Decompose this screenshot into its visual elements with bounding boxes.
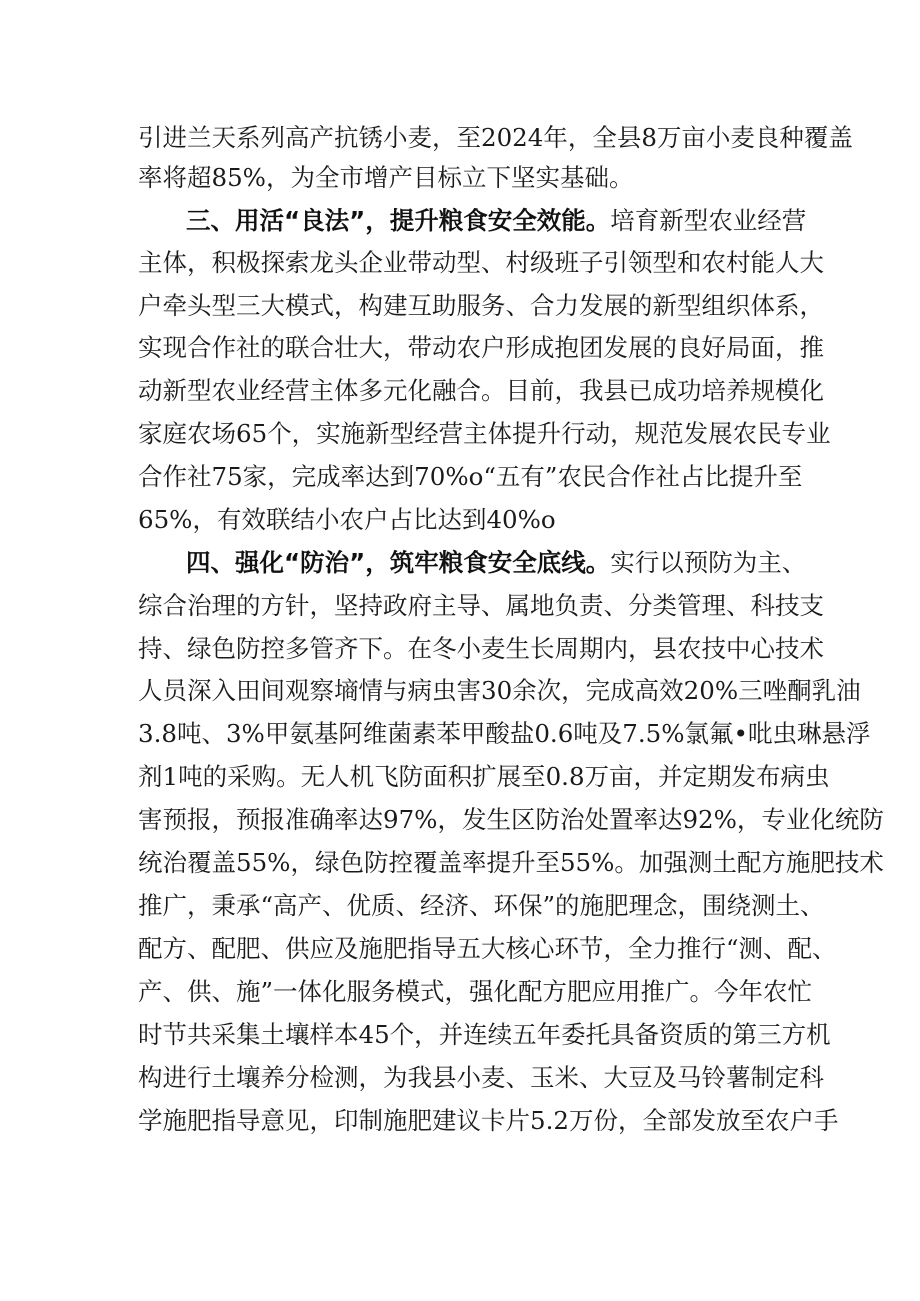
text-line [186, 543, 807, 583]
text-line: 产、供、施”一体化服务模式，强化配方肥应用推广。今年农忙 [138, 977, 813, 1006]
text-line: 推广，秉承“高产、优质、经济、环保”的施肥理念，围绕测土、 [138, 891, 825, 920]
text-span: 培育新型农业经营 [610, 206, 807, 235]
text-line: 65%，有效联结小农户占比达到40%o [138, 505, 556, 534]
text-line: 综合治理的方针，坚持政府主导、属地负责、分类管理、科技支 [138, 591, 824, 620]
section-heading: 三、用活“良法”，提升粮食安全效能。 [186, 206, 611, 235]
text-line: 引进兰天系列高产抗锈小麦，至2024年，全县8万亩小麦良种覆盖 [138, 123, 853, 152]
text-line: 害预报，预报准确率达97%，发生区防治处置率达92%，专业化统防 [138, 805, 884, 834]
text-line: 3.8吨、3%甲氨基阿维菌素苯甲酸盐0.6吨及7.5%氯氟•吡虫琳悬浮 [138, 719, 871, 748]
text-line: 构进行土壤养分检测，为我县小麦、玉米、大豆及马铃薯制定科 [138, 1063, 824, 1092]
text-line: 持、绿色防控多管齐下。在冬小麦生长周期内，县农技中心技术 [138, 634, 824, 663]
text-line: 配方、配肥、供应及施肥指导五大核心环节，全力推行“测、配、 [138, 934, 837, 963]
text-line: 学施肥指导意见，印制施肥建议卡片5.2万份，全部发放至农户手 [138, 1106, 839, 1135]
text-line: 时节共采集土壤样本45个，并连续五年委托具备资质的第三方机 [138, 1020, 831, 1049]
text-line: 动新型农业经营主体多元化融合。目前，我县已成功培养规模化 [138, 376, 824, 405]
text-line: 家庭农场65个，实施新型经营主体提升行动，规范发展农民专业 [138, 419, 831, 448]
text-line: 统治覆盖55%，绿色防控覆盖率提升至55%。加强测土配方施肥技术 [138, 848, 884, 877]
text-line [186, 201, 807, 241]
text-line: 户牵头型三大模式，构建互助服务、合力发展的新型组织体系， [138, 291, 824, 320]
text-line: 实现合作社的联合壮大，带动农户形成抱团发展的良好局面，推 [138, 333, 824, 362]
text-span: 实行以预防为主、 [610, 548, 807, 577]
text-line: 人员深入田间观察墒情与病虫害30余次，完成高效20%三唑酮乳油 [138, 676, 861, 705]
section-heading: 四、强化“防治”，筑牢粮食安全底线。 [186, 548, 611, 577]
text-line: 率将超85%，为全市增产目标立下坚实基础。 [138, 163, 634, 192]
text-line: 主体，积极探索龙头企业带动型、村级班子引领型和农村能人大 [138, 248, 824, 277]
text-line: 剂1吨的采购。无人机飞防面积扩展至0.8万亩，并定期发布病虫 [138, 762, 830, 791]
text-line: 合作社75家，完成率达到70%o“五有”农民合作社占比提升至 [138, 462, 803, 491]
